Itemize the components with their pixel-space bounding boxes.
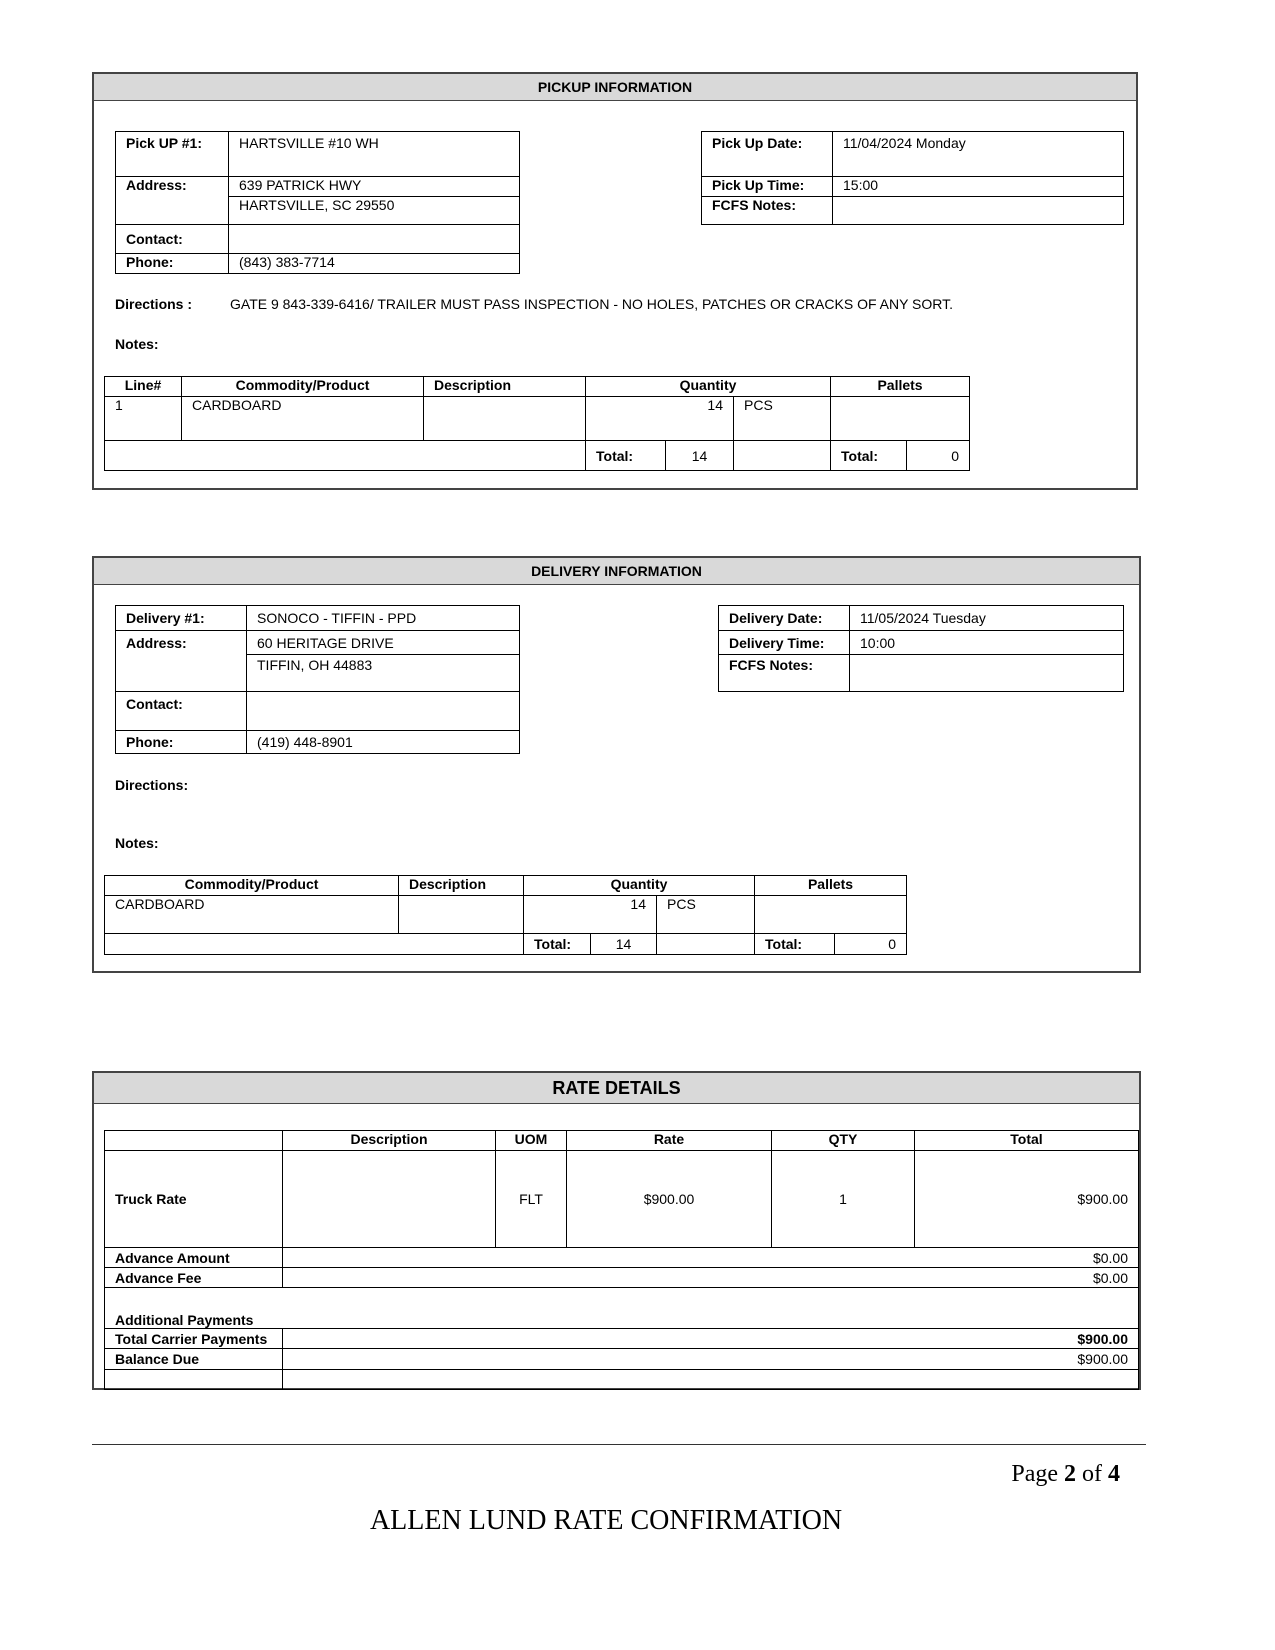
pickup-row-unit: PCS (734, 397, 831, 441)
pickup-section (92, 72, 1138, 490)
delivery-contact-value (247, 692, 520, 731)
pickup-row-qty: 14 (586, 397, 734, 441)
pickup-fcfs-label: FCFS Notes: (702, 197, 833, 225)
delivery-address-line2: TIFFIN, OH 44883 (247, 655, 520, 692)
pickup-col-description: Description (424, 377, 586, 397)
delivery-contact-label: Contact: (116, 692, 247, 731)
pickup-address-line1: 639 PATRICK HWY (229, 177, 520, 197)
pickup-directions-value: GATE 9 843-339-6416/ TRAILER MUST PASS INSPECTION - NO HOLES, PATCHES OR CRACKS OF ANY SORT. (230, 296, 954, 312)
pickup-schedule-table (701, 131, 1124, 225)
pickup-row-pallets (831, 397, 970, 441)
delivery-schedule-table (718, 605, 1124, 692)
footer-divider (92, 1444, 1146, 1445)
truck-rate-rate: $900.00 (567, 1151, 772, 1248)
pickup-contact-label: Contact: (116, 225, 229, 254)
delivery-col-description: Description (399, 876, 524, 896)
delivery-row-pallets (755, 896, 907, 934)
delivery-total-qty: 14 (591, 934, 657, 955)
advance-fee-label: Advance Fee (105, 1268, 283, 1288)
total-carrier-payments-label: Total Carrier Payments (105, 1329, 283, 1349)
pickup-col-pallets: Pallets (831, 377, 970, 397)
pickup-address-label: Address: (116, 177, 229, 197)
pickup-total-qty: 14 (666, 441, 734, 471)
delivery-date-value: 11/05/2024 Tuesday (850, 606, 1124, 631)
advance-amount-label: Advance Amount (105, 1248, 283, 1268)
rate-col-rate: Rate (567, 1131, 772, 1151)
total-carrier-payments-value: $900.00 (283, 1329, 1139, 1349)
pickup-contact-value (229, 225, 520, 254)
delivery-col-quantity: Quantity (524, 876, 755, 896)
truck-rate-label: Truck Rate (105, 1151, 283, 1248)
advance-fee-value: $0.00 (283, 1268, 1139, 1288)
delivery-col-pallets: Pallets (755, 876, 907, 896)
pickup-phone-value: (843) 383-7714 (229, 254, 520, 274)
delivery-address-label: Address: (116, 631, 247, 655)
page-current: 2 (1064, 1461, 1076, 1487)
pickup-date-label: Pick Up Date: (702, 132, 833, 177)
delivery-commodity-table (104, 875, 907, 955)
pickup-col-line: Line# (105, 377, 182, 397)
delivery-fcfs-value (850, 655, 1124, 692)
pickup-location-table (115, 131, 520, 274)
pickup-phone-label: Phone: (116, 254, 229, 274)
rate-col-uom: UOM (496, 1131, 567, 1151)
pickup-number-label: Pick UP #1: (116, 132, 229, 177)
delivery-name: SONOCO - TIFFIN - PPD (247, 606, 520, 631)
advance-amount-value: $0.00 (283, 1248, 1139, 1268)
rate-col-qty: QTY (772, 1131, 915, 1151)
delivery-row-qty: 14 (524, 896, 657, 934)
pickup-directions-label: Directions : (115, 296, 193, 312)
pickup-fcfs-value (833, 197, 1124, 225)
pickup-address-line2: HARTSVILLE, SC 29550 (229, 197, 520, 225)
delivery-notes-label: Notes: (115, 835, 159, 851)
delivery-section (92, 556, 1141, 973)
pickup-pallets-total-label: Total: (831, 441, 907, 471)
delivery-row-commodity: CARDBOARD (105, 896, 399, 934)
pickup-row-description (424, 397, 586, 441)
delivery-fcfs-label: FCFS Notes: (719, 655, 850, 692)
delivery-time-label: Delivery Time: (719, 631, 850, 655)
truck-rate-description (283, 1151, 496, 1248)
pickup-header: PICKUP INFORMATION (94, 74, 1136, 101)
delivery-date-label: Delivery Date: (719, 606, 850, 631)
balance-due-label: Balance Due (105, 1349, 283, 1370)
delivery-phone-value: (419) 448-8901 (247, 731, 520, 754)
table-row (105, 397, 970, 441)
delivery-time-value: 10:00 (850, 631, 1124, 655)
additional-payments-label: Additional Payments (105, 1288, 1139, 1329)
delivery-header: DELIVERY INFORMATION (94, 558, 1139, 585)
delivery-location-table (115, 605, 520, 754)
pickup-total-label: Total: (586, 441, 666, 471)
pickup-notes-label: Notes: (115, 336, 159, 352)
pickup-col-quantity: Quantity (586, 377, 831, 397)
table-row (105, 1151, 1139, 1248)
delivery-total-label: Total: (524, 934, 591, 955)
delivery-row-description (399, 896, 524, 934)
rate-section (92, 1071, 1141, 1390)
delivery-number-label: Delivery #1: (116, 606, 247, 631)
rate-header: RATE DETAILS (94, 1073, 1139, 1104)
pickup-name: HARTSVILLE #10 WH (229, 132, 520, 177)
balance-due-value: $900.00 (283, 1349, 1139, 1370)
pickup-col-commodity: Commodity/Product (182, 377, 424, 397)
pickup-time-label: Pick Up Time: (702, 177, 833, 197)
delivery-col-commodity: Commodity/Product (105, 876, 399, 896)
pickup-time-value: 15:00 (833, 177, 1124, 197)
delivery-directions-label: Directions: (115, 777, 189, 793)
document-title: ALLEN LUND RATE CONFIRMATION (369, 1505, 843, 1536)
delivery-address-line1: 60 HERITAGE DRIVE (247, 631, 520, 655)
delivery-phone-label: Phone: (116, 731, 247, 754)
rate-col-total: Total (915, 1131, 1139, 1151)
page-prefix: Page (1011, 1461, 1064, 1487)
delivery-pallets-total: 0 (835, 934, 907, 955)
pickup-row-line: 1 (105, 397, 182, 441)
page-number (900, 1461, 1120, 1488)
pickup-commodity-table (104, 376, 970, 471)
truck-rate-qty: 1 (772, 1151, 915, 1248)
table-row (105, 896, 907, 934)
pickup-date-value: 11/04/2024 Monday (833, 132, 1124, 177)
truck-rate-uom: FLT (496, 1151, 567, 1248)
pickup-pallets-total: 0 (907, 441, 970, 471)
page-total: 4 (1108, 1461, 1120, 1487)
rate-table (104, 1130, 1139, 1390)
delivery-pallets-total-label: Total: (755, 934, 835, 955)
pickup-row-commodity: CARDBOARD (182, 397, 424, 441)
truck-rate-total: $900.00 (915, 1151, 1139, 1248)
page-of: of (1076, 1461, 1108, 1487)
rate-col-description: Description (283, 1131, 496, 1151)
delivery-row-unit: PCS (657, 896, 755, 934)
